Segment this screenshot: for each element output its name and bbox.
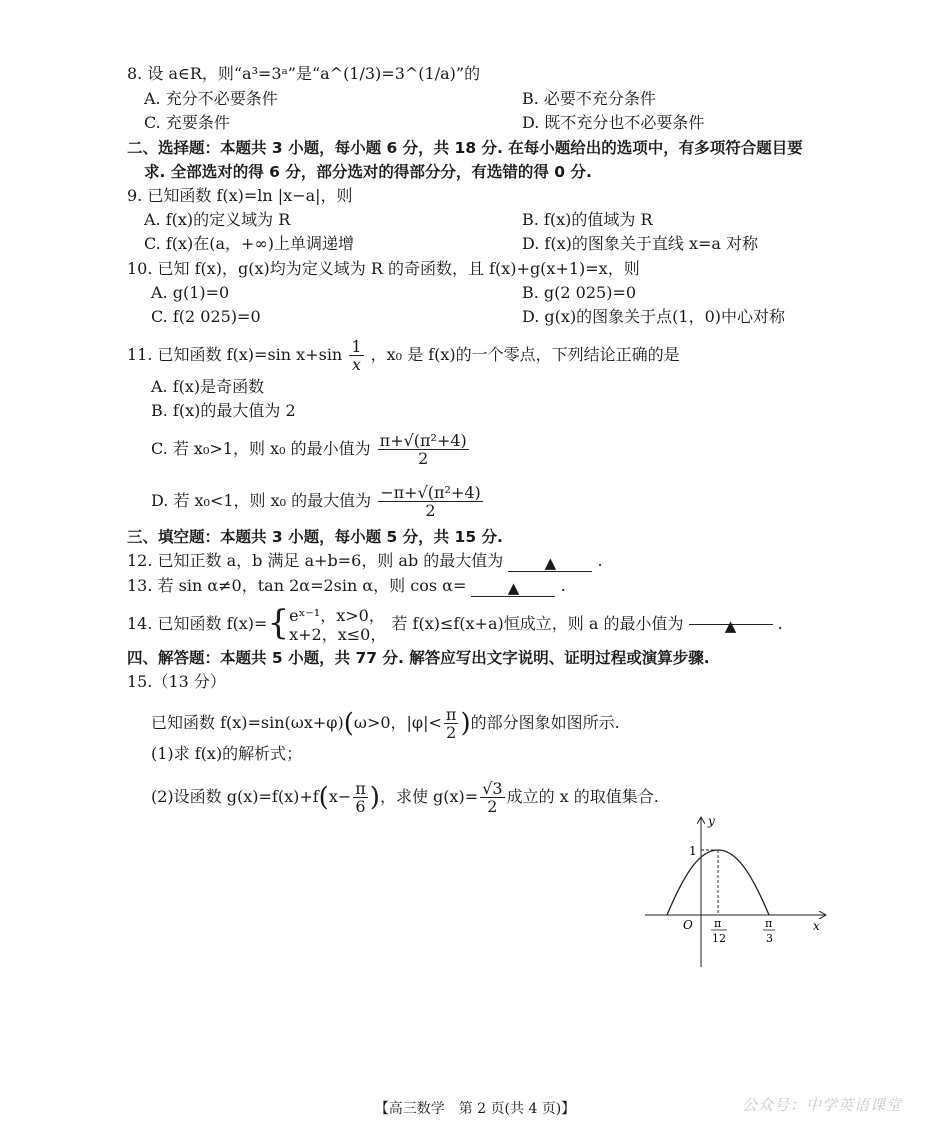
paren-left: ( xyxy=(318,782,329,813)
one-label: 1 xyxy=(689,844,697,858)
q14-case-2: x+2，x≤0， xyxy=(289,624,387,644)
q11-option-d xyxy=(151,484,485,519)
q11-stem-start: 11. 已知函数 f(x)=sin x+sin xyxy=(127,345,343,364)
q11-option-d-den: 2 xyxy=(425,501,436,520)
q15-part2 xyxy=(151,780,659,815)
q9-option-d: D. f(x)的图象关于直线 x=a 对称 xyxy=(522,234,759,253)
q15-intro-cond: ω>0，|φ|< xyxy=(353,713,442,732)
q8-option-b: B. 必要不充分条件 xyxy=(522,89,656,108)
page-footer: 【高三数学 第 2 页(共 4 页)】 xyxy=(374,1101,576,1117)
q15-intro-num: π xyxy=(445,705,457,724)
q9-option-c: C. f(x)在(a，+∞)上单调递增 xyxy=(144,234,355,253)
section2-title-line1: 二、选择题：本题共 3 小题，每小题 6 分，共 18 分. 在每小题给出的选项中，有多项符合题目要 xyxy=(127,139,803,157)
q15-part1: (1)求 f(x)的解析式； xyxy=(151,744,303,763)
q9-option-a: A. f(x)的定义域为 R xyxy=(144,210,291,229)
q12-answer-blank[interactable] xyxy=(508,553,592,572)
q11-option-c xyxy=(151,432,471,467)
section3-title: 三、填空题：本题共 3 小题，每小题 5 分，共 15 分. xyxy=(127,528,503,546)
q8-option-c: C. 充要条件 xyxy=(144,113,230,132)
q14-piecewise xyxy=(289,606,386,644)
paren-right: ) xyxy=(369,782,380,813)
q11-fraction-den: x xyxy=(351,355,361,374)
origin-label: O xyxy=(683,918,693,932)
brace-symbol: { xyxy=(267,602,290,643)
q14 xyxy=(127,604,783,644)
tick-pi12-num: π xyxy=(714,917,722,930)
q11-option-c-den: 2 xyxy=(418,449,429,468)
q12-text: 12. 已知正数 a，b 满足 a+b=6，则 ab 的最大值为 xyxy=(127,551,504,570)
q10-option-d: D. g(x)的图象关于点(1，0)中心对称 xyxy=(522,307,786,326)
q12-end: . xyxy=(597,551,603,570)
blank-triangle-icon: ▲ xyxy=(724,617,737,635)
q15-part2-start: (2)设函数 g(x)=f(x)+f xyxy=(151,787,319,806)
y-label: y xyxy=(708,814,715,828)
blank-triangle-icon: ▲ xyxy=(544,554,557,572)
q11-option-d-text: D. 若 x₀<1，则 x₀ 的最大值为 xyxy=(151,491,372,510)
section4-title: 四、解答题：本题共 5 小题，共 77 分. 解答应写出文字说明、证明过程或演算步骤. xyxy=(127,649,710,667)
q15-part2-fraction2 xyxy=(480,780,504,815)
q11-option-c-num: π+√(π²+4) xyxy=(379,431,467,450)
q15-intro-start: 已知函数 f(x)=sin(ωx+φ) xyxy=(151,713,344,732)
q11-stem xyxy=(127,338,680,373)
q11-option-d-num: −π+√(π²+4) xyxy=(380,483,481,502)
q15-part2-num2: √3 xyxy=(482,779,503,798)
q15-part2-num: π xyxy=(355,779,366,798)
q14-text-end: 若 f(x)≤f(x+a)恒成立，则 a 的最小值为 xyxy=(391,614,684,633)
blank-triangle-icon: ▲ xyxy=(507,579,520,597)
q15-part2-fraction xyxy=(353,780,368,815)
q13-text: 13. 若 sin α≠0，tan 2α=2sin α，则 cos α= xyxy=(127,576,467,595)
q10-option-b: B. g(2 025)=0 xyxy=(522,283,637,302)
q12 xyxy=(127,551,603,571)
q11-option-c-text: C. 若 x₀>1，则 x₀ 的最小值为 xyxy=(151,439,371,458)
q11-fraction-num: 1 xyxy=(351,337,362,356)
q8-option-d: D. 既不充分也不必要条件 xyxy=(522,113,705,132)
q13-end: . xyxy=(560,576,566,595)
x-label: x xyxy=(813,919,820,933)
q8-stem: 8. 设 a∈R，则“a³=3ᵃ”是“a^(1/3)=3^(1/a)”的 xyxy=(127,64,481,83)
q9-stem: 9. 已知函数 f(x)=ln |x−a|，则 xyxy=(127,186,353,205)
q15-intro-fraction xyxy=(444,706,459,741)
q8-option-a: A. 充分不必要条件 xyxy=(144,89,278,108)
q15-part2-arg: x− xyxy=(328,787,352,806)
q15-head: 15.（13 分） xyxy=(127,672,226,691)
q11-stem-end: ，x₀ 是 f(x)的一个零点，下列结论正确的是 xyxy=(370,345,680,364)
q11-fraction xyxy=(349,338,363,373)
q11-option-a: A. f(x)是奇函数 xyxy=(151,377,265,396)
watermark: 公众号：中学英语课堂 xyxy=(741,1096,902,1114)
q15-part2-end: 成立的 x 的取值集合. xyxy=(506,787,659,806)
q10-stem: 10. 已知 f(x)，g(x)均为定义域为 R 的奇函数，且 f(x)+g(x+1)=x，则 xyxy=(127,259,640,278)
q11-option-b: B. f(x)的最大值为 2 xyxy=(151,401,296,420)
q11-option-d-fraction xyxy=(378,484,483,519)
q15-intro-end: 的部分图象如图所示. xyxy=(470,713,620,732)
q10-option-a: A. g(1)=0 xyxy=(151,283,230,302)
q15-intro xyxy=(151,706,620,741)
tick-pi3-num: π xyxy=(765,917,773,930)
q13-answer-blank[interactable] xyxy=(471,578,555,597)
q15-part2-den2: 2 xyxy=(487,797,498,816)
q10-option-c: C. f(2 025)=0 xyxy=(151,307,261,326)
tick-pi12-den: 12 xyxy=(712,932,726,945)
q14-case-1: eˣ⁻¹，x>0， xyxy=(289,605,385,625)
paren-left: ( xyxy=(343,708,354,739)
q15-part2-den: 6 xyxy=(355,797,366,816)
q14-answer-blank[interactable] xyxy=(689,606,773,635)
q14-text-start: 14. 已知函数 f(x)= xyxy=(127,614,268,633)
paren-right: ) xyxy=(460,708,471,739)
q15-part2-mid: ，求使 g(x)= xyxy=(379,787,479,806)
sine-graph xyxy=(645,812,835,972)
q14-end: . xyxy=(777,614,783,633)
q11-option-c-fraction xyxy=(378,432,469,467)
tick-pi3-den: 3 xyxy=(766,932,773,945)
q15-intro-den: 2 xyxy=(446,723,457,742)
q9-option-b: B. f(x)的值域为 R xyxy=(522,210,653,229)
q13 xyxy=(127,576,566,596)
section2-title-line2: 求. 全部选对的得 6 分，部分选对的得部分分，有选错的得 0 分. xyxy=(144,163,592,181)
